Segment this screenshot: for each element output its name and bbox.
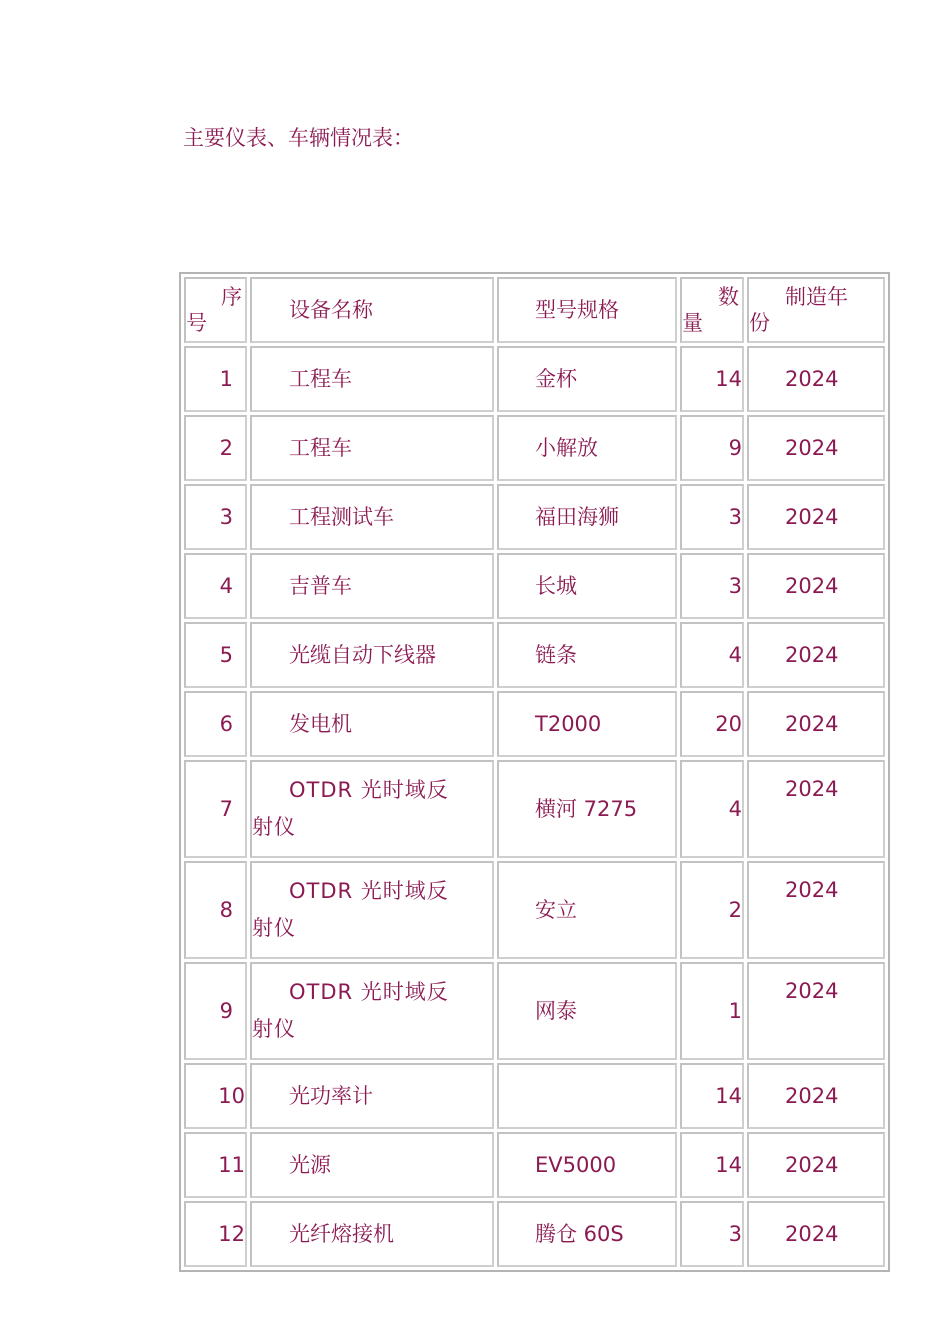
row-qty: 20 [680,691,744,757]
header-seq-line1: 序 [221,285,242,309]
row-name: 工程测试车 [250,484,494,550]
row-year: 2024 [747,415,885,481]
row-name: 光源 [250,1132,494,1198]
row-year: 2024 [747,760,885,858]
equipment-table [179,272,890,1272]
row-qty: 3 [728,574,742,598]
table-row [184,691,885,757]
row-model: 小解放 [497,415,677,481]
row-year: 2024 [747,1132,885,1198]
row-name: 光纤熔接机 [250,1201,494,1267]
row-model: 腾仓 60S [497,1201,677,1267]
row-model: 金杯 [497,346,677,412]
row-number: 4 [219,574,233,598]
table-row [184,861,885,959]
row-qty: 2 [728,898,742,922]
header-year [747,277,885,343]
row-number: 7 [219,797,233,821]
row-number: 8 [219,898,233,922]
row-name: 工程车 [250,346,494,412]
row-name-line1: OTDR 光时域反 [289,879,449,903]
header-seq-line2: 号 [186,311,207,335]
row-name [250,962,494,1060]
row-year: 2024 [747,962,885,1060]
header-year-line1: 制造年 [785,285,848,309]
header-qty-line1: 数 [718,285,739,309]
header-name: 设备名称 [250,277,494,343]
row-qty: 4 [728,797,742,821]
row-name: 发电机 [250,691,494,757]
row-name-line2: 射仪 [252,916,296,940]
row-qty: 3 [728,1222,742,1246]
row-number: 5 [219,643,233,667]
page-title: 主要仪表、车辆情况表： [183,126,414,150]
table-row [184,1201,885,1267]
row-number: 9 [219,999,233,1023]
row-model: 福田海狮 [497,484,677,550]
row-number: 2 [219,436,233,460]
table-row [184,484,885,550]
row-model [497,1063,677,1129]
row-number: 12 [184,1201,247,1267]
row-number: 11 [184,1132,247,1198]
table-row [184,760,885,858]
row-model: 安立 [497,861,677,959]
table-row [184,553,885,619]
row-year: 2024 [747,691,885,757]
row-model: 长城 [497,553,677,619]
row-year: 2024 [747,1063,885,1129]
table-header-row [184,277,885,343]
row-qty: 3 [728,505,742,529]
header-qty-line2: 量 [682,311,703,335]
row-year: 2024 [747,484,885,550]
row-qty: 14 [680,346,744,412]
header-seq [184,277,247,343]
row-name: 工程车 [250,415,494,481]
row-model: 链条 [497,622,677,688]
row-year: 2024 [747,861,885,959]
row-name-line2: 射仪 [252,1017,296,1041]
row-name: 光功率计 [250,1063,494,1129]
row-year: 2024 [747,346,885,412]
header-model: 型号规格 [497,277,677,343]
table-row [184,962,885,1060]
row-name-line1: OTDR 光时域反 [289,778,449,802]
table-row [184,1063,885,1129]
row-model: 横河 7275 [497,760,677,858]
row-qty: 1 [728,999,742,1023]
table-row [184,622,885,688]
row-year: 2024 [747,553,885,619]
row-year: 2024 [747,622,885,688]
table-row [184,346,885,412]
row-number: 6 [219,712,233,736]
row-number: 1 [219,367,233,391]
row-qty: 14 [680,1132,744,1198]
row-model: 网泰 [497,962,677,1060]
table-row [184,1132,885,1198]
row-name [250,861,494,959]
table-row [184,415,885,481]
header-qty [680,277,744,343]
row-number: 10 [184,1063,247,1129]
row-name-line2: 射仪 [252,815,296,839]
row-name: 吉普车 [250,553,494,619]
row-number: 3 [219,505,233,529]
row-name [250,760,494,858]
row-qty: 4 [728,643,742,667]
row-model: EV5000 [497,1132,677,1198]
header-year-line2: 份 [749,311,770,335]
row-name: 光缆自动下线器 [250,622,494,688]
row-qty: 14 [680,1063,744,1129]
row-year: 2024 [747,1201,885,1267]
row-qty: 9 [728,436,742,460]
row-name-line1: OTDR 光时域反 [289,980,449,1004]
row-model: T2000 [497,691,677,757]
